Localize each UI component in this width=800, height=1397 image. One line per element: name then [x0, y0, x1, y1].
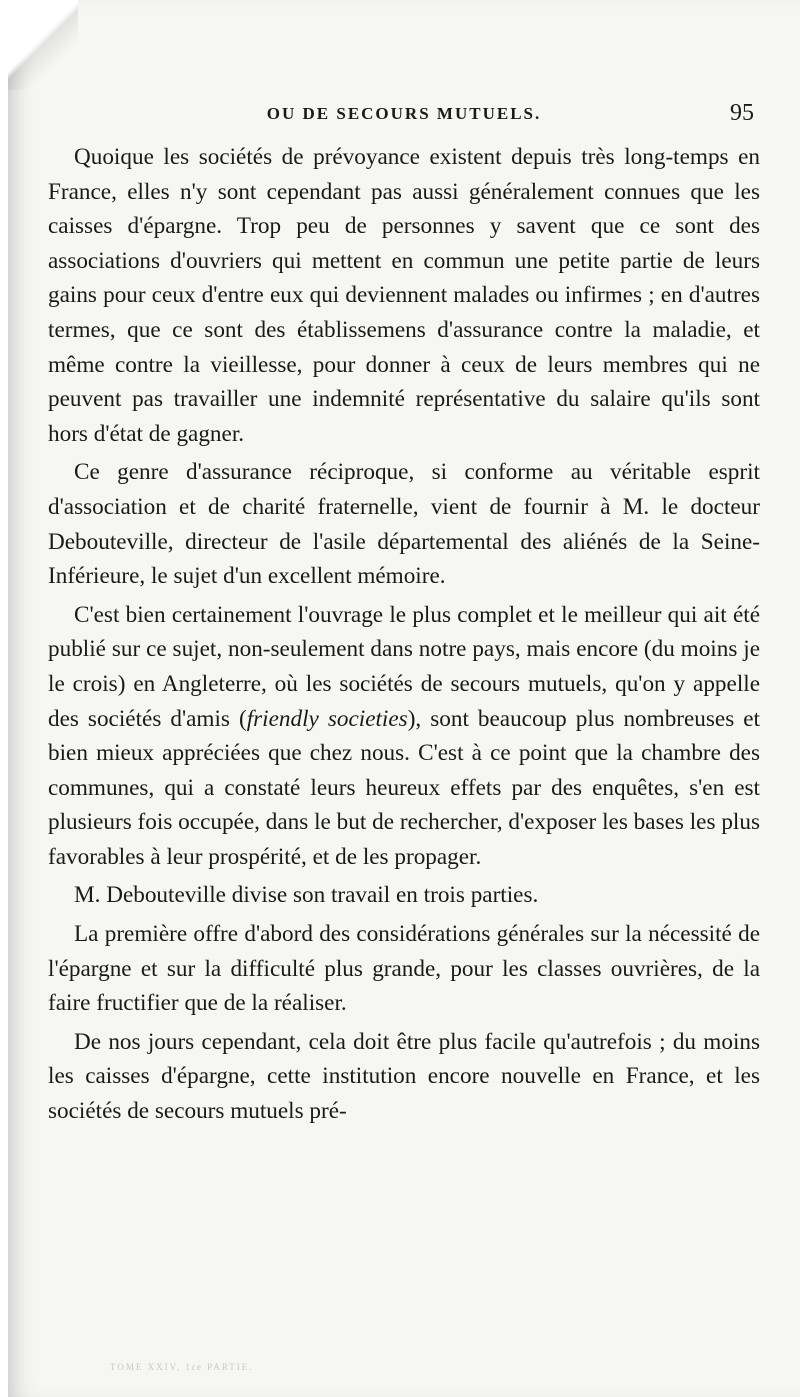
- page-curl-corner: [8, 0, 78, 90]
- body-text: [48, 140, 760, 1129]
- paragraph-3-text-before: C'est bien certainement l'ouvrage le plus complet et le meilleur qui ait été publié sur ce sujet, non-seulement dans notre pays, mais encore (du moins je le crois) en Angleterre, où les sociétés de secours mutuels, qu'on y appelle des sociétés d'amis (: [48, 601, 760, 732]
- running-head: [48, 100, 760, 134]
- book-page: [48, 100, 760, 1133]
- page-number: 95: [730, 100, 754, 126]
- paragraph-3-text-after: ), sont beaucoup plus nombreuses et bien mieux appréciées que chez nous. C'est à ce point que la chambre des communes, qui a constaté leurs heureux effets par des enquêtes, s'en est plusieurs fois occupée, dans le but de rechercher, d'exposer les bases les plus favorables à leur prospérité, et de les propager.: [48, 705, 760, 870]
- running-title: OU DE SECOURS MUTUELS.: [266, 104, 542, 123]
- paragraph-1: Quoique les sociétés de prévoyance existent depuis très long-temps en France, elles n'y sont cependant pas aussi généralement connues que les caisses d'épargne. Trop peu de personnes y savent que ce sont des associations d'ouvriers qui mettent en commun une petite partie de leurs gains pour ceux d'entre eux qui deviennent malades ou infirmes ; en d'autres termes, que ce sont des établissemens d'assurance contre la maladie, et même contre la vieillesse, pour donner à ceux de leurs membres qui ne peuvent pas travailler une indemnité représentative du salaire qu'ils sont hors d'état de gagner.: [48, 144, 760, 447]
- paragraph-2: Ce genre d'assurance réciproque, si conforme au véritable esprit d'association et de charité fraternelle, vient de fournir à M. le docteur Debouteville, directeur de l'asile départemental des aliénés de la Seine-Inférieure, le sujet d'un excellent mémoire.: [48, 459, 760, 590]
- paragraph-5: La première offre d'abord des considérations générales sur la nécessité de l'épargne et sur la difficulté plus grande, pour les classes ouvrières, de la faire fructifier que de la réaliser.: [48, 921, 760, 1017]
- paragraph-3-italic-term: friendly societies: [246, 705, 408, 732]
- paragraph-6: De nos jours cependant, cela doit être plus facile qu'autrefois ; du moins les caisses d'épargne, cette institution encore nouvelle en France, et les sociétés de secours mutuels pré-: [48, 1028, 760, 1125]
- paragraph-4: M. Debouteville divise son travail en trois parties.: [74, 882, 539, 909]
- signature-mark: TOME XXIV, 1re PARTIE.: [110, 1362, 254, 1372]
- paragraph-3: [48, 598, 760, 875]
